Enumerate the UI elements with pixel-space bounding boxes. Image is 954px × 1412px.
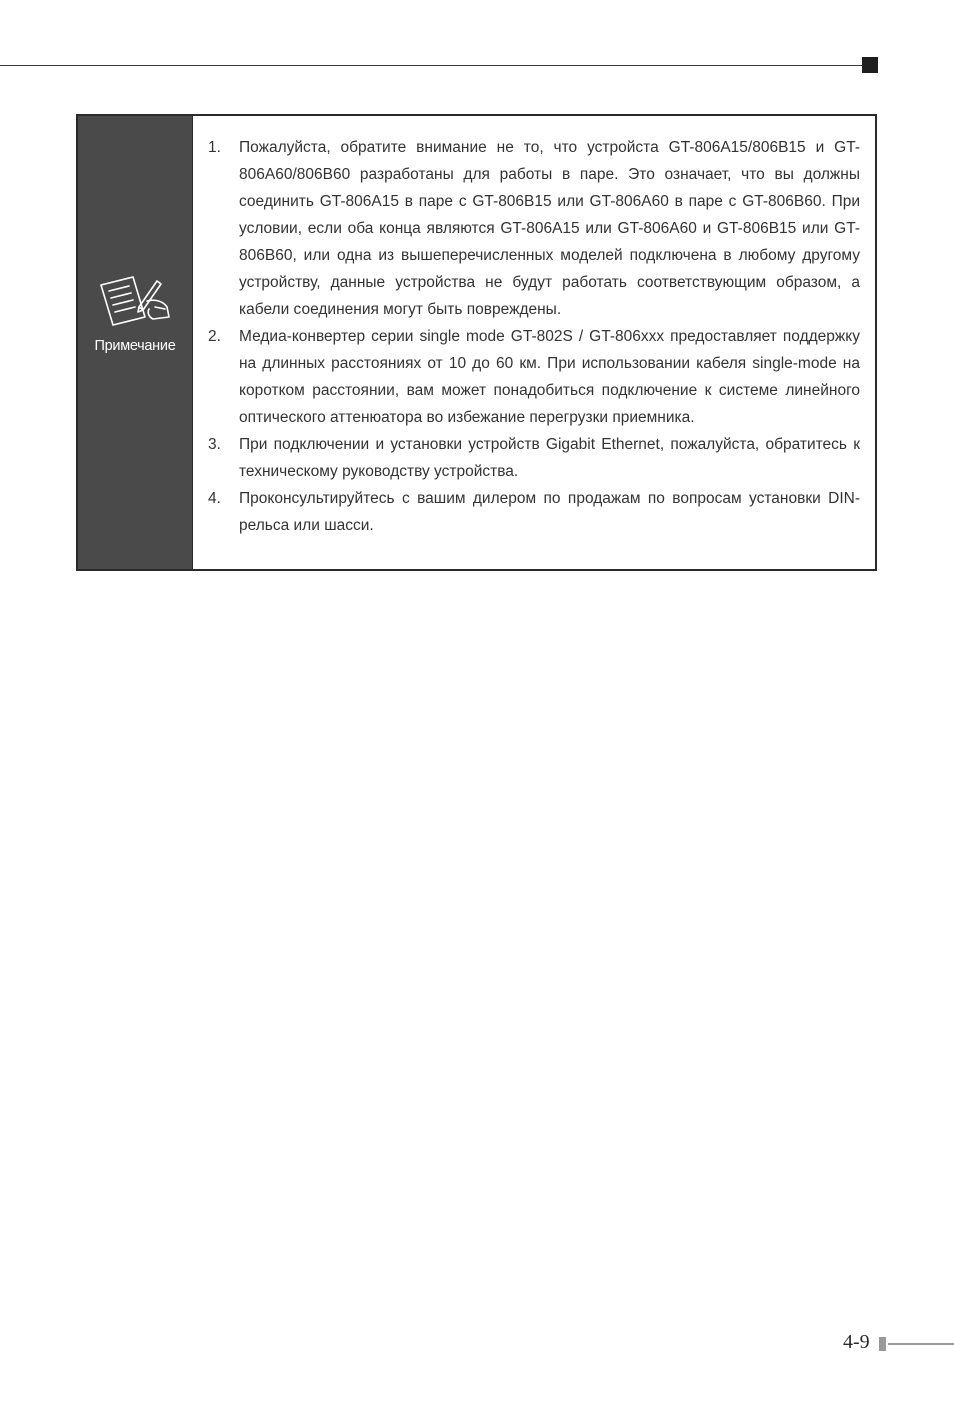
list-item bbox=[208, 431, 860, 485]
list-item bbox=[208, 485, 860, 539]
note-writing-hand-icon bbox=[95, 271, 175, 331]
footer-rule bbox=[888, 1343, 954, 1345]
list-item-number: 1. bbox=[208, 139, 221, 156]
list-item-number: 4. bbox=[208, 490, 221, 507]
page-number: 4-9 bbox=[843, 1331, 870, 1353]
list-item-text: При подключении и установки устройств Gigabit Ethernet, пожалуйста, обратитесь к техническому руководству устройства. bbox=[239, 436, 860, 480]
list-item bbox=[208, 323, 860, 431]
footer-block-marker bbox=[879, 1337, 886, 1351]
note-label: Примечание bbox=[94, 338, 176, 354]
list-item-text: Пожалуйста, обратите внимание не то, что устройста GT-806A15/806B15 и GT-806A60/806B60 разработаны для работы в паре. Это означает, что вы должны соединить GT-806A15 в паре с GT-806B15 или GT-806A60 в паре с GT-806B60. При условии, если оба конца являются GT-806A15 или GT-806A60 и GT-806B15 или GT-806B60, или одна из вышеперечисленных моделей подключена в любому другому устройству, данные устройства не будут работать соответствующим образом, а кабели соединения могут быть повреждены. bbox=[239, 139, 860, 318]
note-box bbox=[76, 114, 877, 571]
list-item-number: 2. bbox=[208, 328, 221, 345]
header-square-marker bbox=[862, 57, 878, 73]
list-item-text: Медиа-конвертер серии single mode GT-802S / GT-806xxx предоставляет поддержку на длинных расстояниях от 10 до 60 км. При использовании кабеля single-mode на коротком расстоянии, вам может понадобиться подключение к системе линейного оптического аттенюатора во избежание перегрузки приемника. bbox=[239, 328, 860, 426]
list-item-text: Проконсультируйтесь с вашим дилером по продажам по вопросам установки DIN-рельса или шасси. bbox=[239, 490, 860, 534]
note-list bbox=[208, 134, 860, 539]
list-item-number: 3. bbox=[208, 436, 221, 453]
list-item bbox=[208, 134, 860, 323]
note-content bbox=[193, 116, 875, 569]
header-rule bbox=[0, 65, 866, 66]
note-sidebar bbox=[78, 116, 193, 569]
